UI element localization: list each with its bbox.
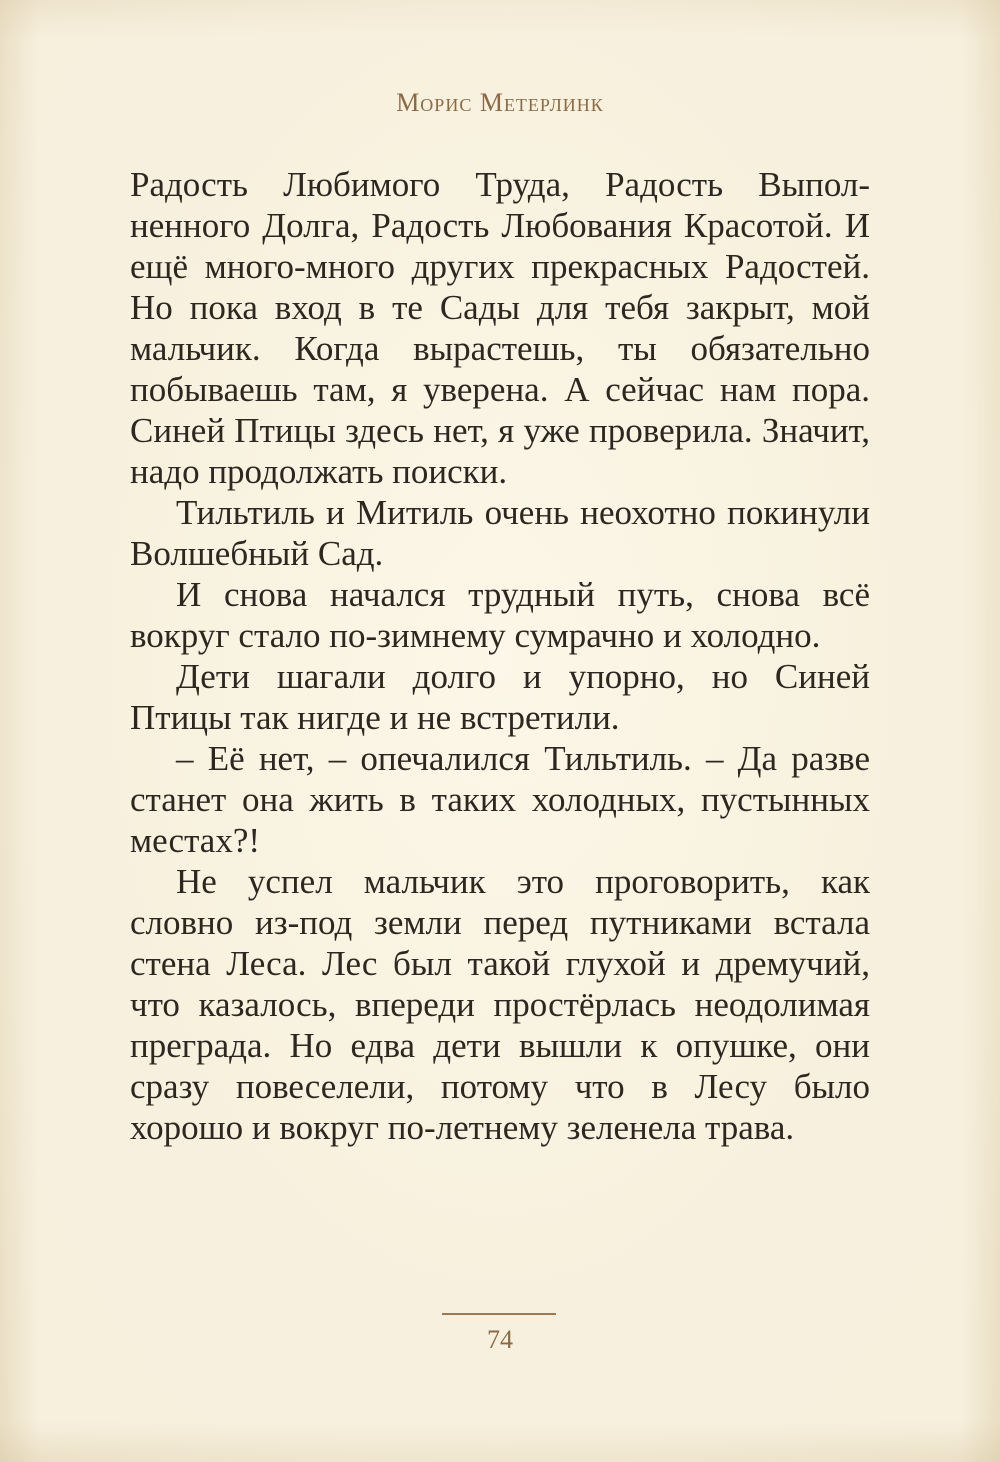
paragraph-6: Не успел мальчик это проговорить, как словно из-под земли перед путниками встала стена Леса. Лес был такой глухой и дремучий, что казалось, впереди простёрлась неодолимая преграда. Но едва дети вышли к опушке, они сразу повеселели, потому что в Лесу было хорошо и вокруг по-летнему зеленела трава. (130, 862, 870, 1147)
paragraph-3: И снова начался трудный путь, снова всё вокруг стало по-зимнему сумрачно и холодно. (130, 575, 870, 655)
paragraph-5: – Её нет, – опечалился Тильтиль. – Да разве станет она жить в таких холодных, пустынных местах?! (130, 739, 870, 860)
paragraph-1: Радость Любимого Труда, Радость Выполненного Долга, Радость Любования Красотой. И ещё много-много других прекрасных Радостей. Но пока вход в те Сады для тебя закрыт, мой мальчик. Когда вырастешь, ты обязательно побываешь там, я уверена. А сейчас нам пора. Синей Птицы здесь нет, я уже проверила. Значит, надо продолжать поиски. (130, 165, 870, 491)
paragraph-4: Дети шагали долго и упорно, но Синей Птицы так нигде и не встретили. (130, 657, 870, 737)
main-text (130, 164, 870, 1148)
paragraph-2: Тильтиль и Митиль очень неохотно покинули Волшебный Сад. (130, 493, 870, 573)
running-head: Морис Метерлинк (396, 88, 604, 117)
footer-rule (442, 1313, 556, 1315)
page-number: 74 (487, 1325, 513, 1354)
